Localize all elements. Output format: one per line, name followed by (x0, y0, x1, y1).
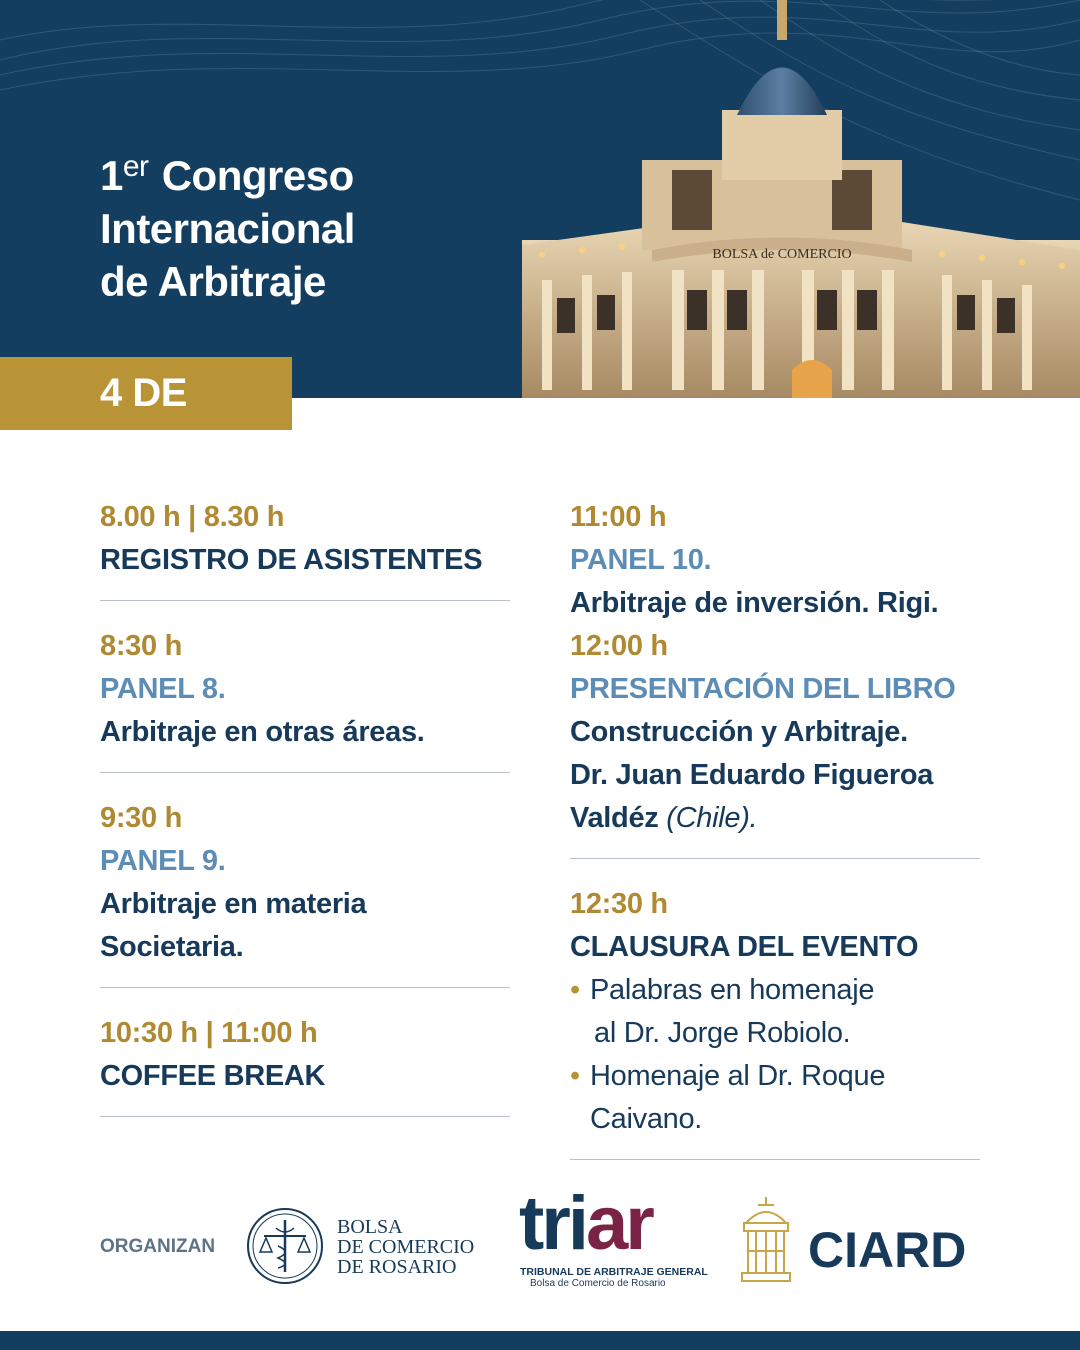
schedule-heading: COFFEE BREAK (100, 1060, 326, 1092)
schedule-item-panel-8 (100, 625, 510, 754)
bullet-dot: • (570, 1060, 580, 1092)
schedule-description (570, 797, 980, 840)
divider (100, 600, 510, 601)
schedule-description: Arbitraje en otras áreas. (100, 716, 425, 748)
bullet-text: Palabras en homenaje (590, 974, 875, 1006)
divider (570, 1159, 980, 1160)
schedule-time: 9:30 h (100, 802, 183, 834)
triar-subtitle: TRIBUNAL DE ARBITRAJE GENERAL (520, 1266, 708, 1278)
schedule-time: 8.00 h | 8.30 h (100, 501, 285, 533)
building-sign: BOLSA de COMERCIO (712, 247, 852, 262)
schedule-description: Arbitraje de inversión. Rigi. (570, 587, 939, 619)
title-ordinal-number: 1 (100, 152, 123, 199)
bullet-dot: • (570, 974, 580, 1006)
schedule-right-column (570, 496, 980, 1184)
schedule-time: 10:30 h | 11:00 h (100, 1017, 318, 1049)
schedule-description: Arbitraje en materia (100, 888, 367, 920)
triar-ar: ar (586, 1181, 652, 1266)
schedule-panel-label: PANEL 8. (100, 673, 226, 705)
schedule-item-closing (570, 883, 980, 1141)
schedule-item-coffee-break (100, 1012, 510, 1098)
schedule-description: Dr. Juan Eduardo Figueroa (570, 759, 934, 791)
schedule-time: 12:00 h (570, 630, 668, 662)
ciard-lantern-logo-icon (736, 1195, 796, 1287)
triar-tri: tri (519, 1181, 586, 1266)
schedule-description: Societaria. (100, 931, 244, 963)
schedule-description: Construcción y Arbitraje. (570, 716, 908, 748)
schedule-heading: REGISTRO DE ASISTENTES (100, 544, 483, 576)
bullet-item-continued (570, 1012, 980, 1055)
bolsa-comercio-rosario-wordmark (337, 1217, 474, 1277)
schedule-item-panel-9 (100, 797, 510, 969)
schedule-left-column (100, 496, 510, 1141)
schedule-heading: CLAUSURA DEL EVENTO (570, 931, 919, 963)
hero-banner (0, 0, 1080, 398)
triar-subtitle-2: Bolsa de Comercio de Rosario (530, 1278, 666, 1289)
author-surname: Valdéz (570, 802, 659, 834)
bullet-item (570, 1055, 980, 1141)
schedule-panel-label: PRESENTACIÓN DEL LIBRO (570, 673, 956, 705)
schedule-time: 12:30 h (570, 888, 668, 920)
divider (100, 772, 510, 773)
author-country: (Chile). (666, 802, 758, 834)
title-line-2: Internacional (100, 205, 355, 252)
divider (100, 987, 510, 988)
schedule-time: 11:00 h (570, 501, 667, 533)
bullet-text: Homenaje al Dr. Roque Caivano. (590, 1060, 886, 1135)
schedule-item-panel-10-book (570, 496, 980, 840)
organizers-label: ORGANIZAN (100, 1236, 216, 1257)
schedule-time: 8:30 h (100, 630, 183, 662)
bullet-item (570, 969, 980, 1012)
schedule-panel-label: PANEL 10. (570, 544, 712, 576)
bcr-line-2: DE COMERCIO (337, 1236, 475, 1258)
bottom-bar (0, 1331, 1080, 1350)
title-line-3: de Arbitraje (100, 258, 326, 305)
bcr-line-1: BOLSA (337, 1216, 403, 1238)
schedule-item-registration (100, 496, 510, 582)
divider (570, 858, 980, 859)
bcr-line-3: DE ROSARIO (337, 1256, 457, 1278)
bolsa-building-illustration (522, 0, 1080, 398)
triar-logo-wordmark (519, 1181, 652, 1266)
divider (100, 1116, 510, 1117)
event-date-badge: 4 DE JULIO (0, 357, 292, 430)
ciard-wordmark: CIARD (808, 1222, 967, 1278)
title-line-1: Congreso (161, 152, 354, 199)
schedule-panel-label: PANEL 9. (100, 845, 226, 877)
title-ordinal-suffix: er (122, 150, 149, 183)
event-title (100, 140, 355, 308)
bolsa-comercio-rosario-logo-icon (246, 1206, 324, 1286)
bullet-text: al Dr. Jorge Robiolo. (594, 1017, 851, 1049)
